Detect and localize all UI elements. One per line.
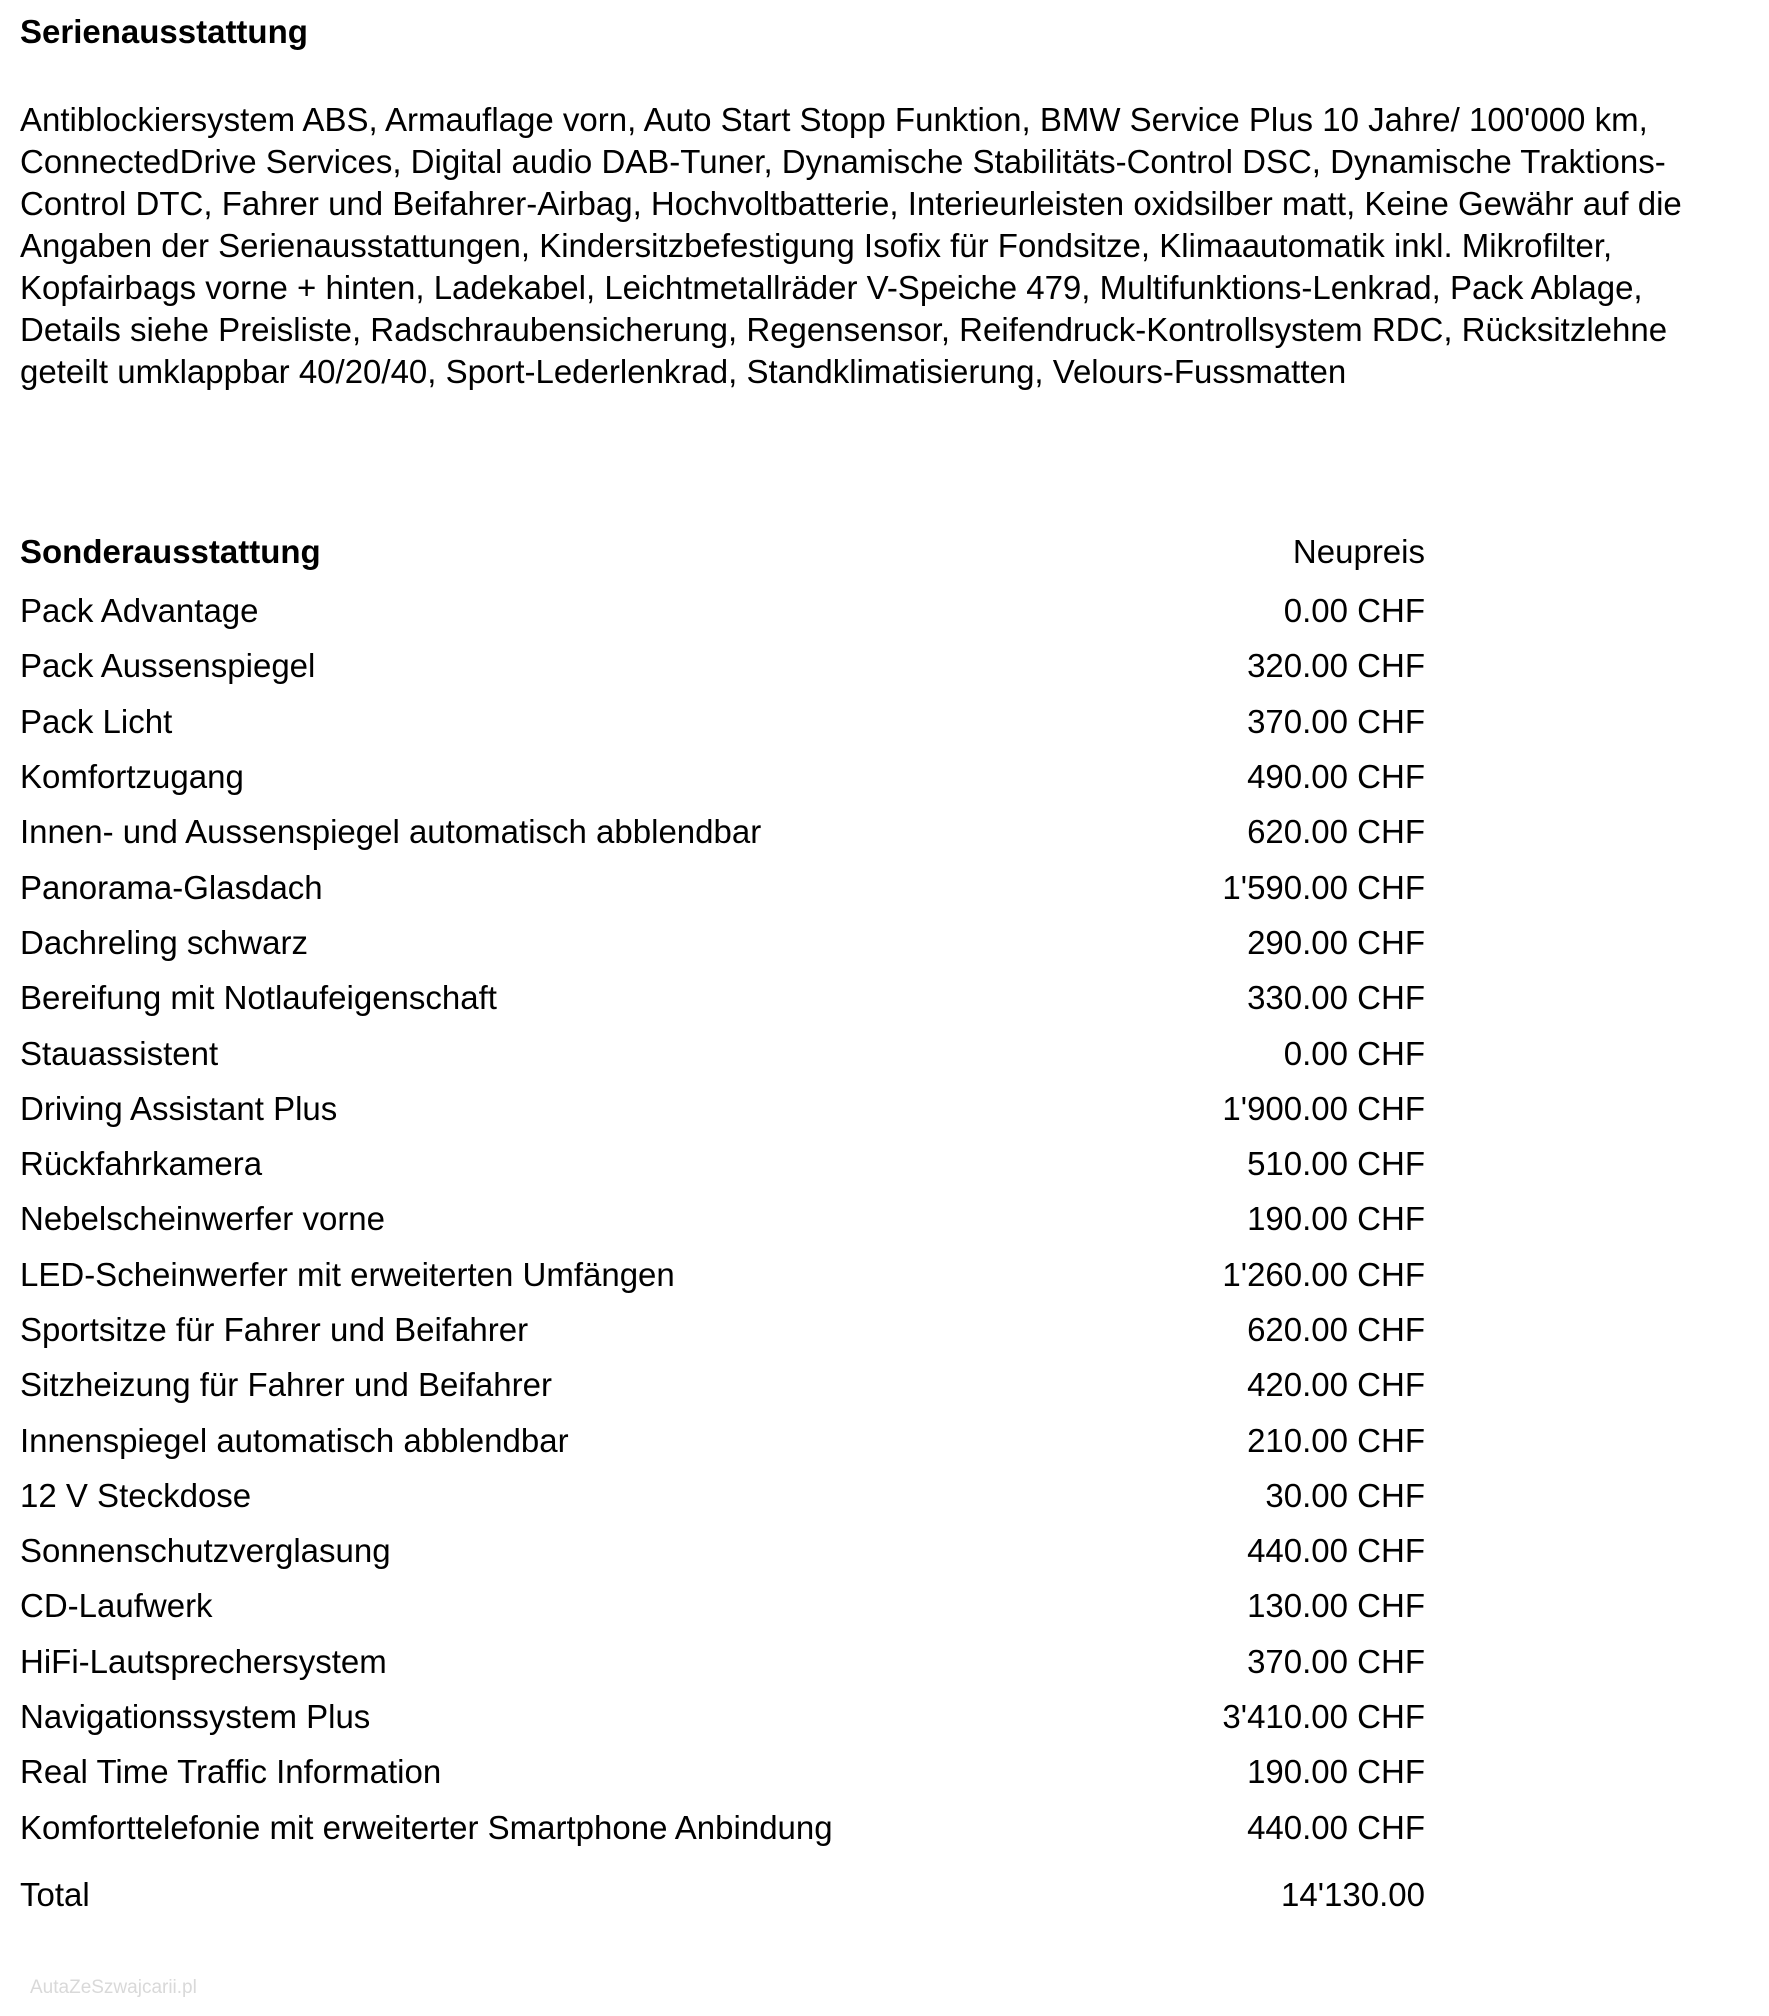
table-row [20, 1025, 1425, 1080]
table-row [20, 583, 1425, 638]
option-name: CD-Laufwerk [20, 1587, 213, 1625]
option-price: 320.00 CHF [1247, 647, 1425, 685]
table-row [20, 1634, 1425, 1689]
table-row [20, 804, 1425, 859]
option-rows [20, 583, 1425, 1855]
table-row [20, 915, 1425, 970]
option-price: 0.00 CHF [1283, 1034, 1425, 1072]
option-price: 330.00 CHF [1247, 979, 1425, 1017]
option-name: Nebelscheinwerfer vorne [20, 1200, 386, 1238]
table-row [20, 1468, 1425, 1523]
option-price: 420.00 CHF [1247, 1366, 1425, 1404]
table-header-row [20, 528, 1425, 583]
option-price: 290.00 CHF [1247, 923, 1425, 961]
option-price: 620.00 CHF [1247, 813, 1425, 851]
option-price: 370.00 CHF [1247, 1642, 1425, 1680]
option-name: Innenspiegel automatisch abblendbar [20, 1421, 569, 1459]
option-name: Panorama-Glasdach [20, 868, 323, 906]
option-price: 1'900.00 CHF [1222, 1089, 1425, 1127]
option-name: Rückfahrkamera [20, 1145, 263, 1183]
option-name: Pack Advantage [20, 592, 259, 630]
table-row [20, 1800, 1425, 1855]
option-price: 510.00 CHF [1247, 1145, 1425, 1183]
option-price: 620.00 CHF [1247, 1311, 1425, 1348]
total-row [20, 1855, 1425, 1935]
option-name: HiFi-Lautsprechersystem [20, 1642, 387, 1680]
option-price: 440.00 CHF [1247, 1808, 1425, 1846]
option-name: Stauassistent [20, 1034, 219, 1072]
table-row [20, 1744, 1425, 1799]
optional-equipment-heading: Sonderausstattung [20, 533, 321, 570]
table-row [20, 749, 1425, 804]
optional-equipment-table [20, 528, 1425, 1935]
option-price: 130.00 CHF [1247, 1587, 1425, 1625]
option-name: Komforttelefonie mit erweiterter Smartphone Anbindung [20, 1808, 833, 1846]
option-name: Pack Licht [20, 702, 173, 740]
table-row [20, 1689, 1425, 1744]
option-price: 210.00 CHF [1247, 1421, 1425, 1459]
option-name: Driving Assistant Plus [20, 1089, 338, 1127]
total-value: 14'130.00 [1281, 1875, 1425, 1913]
table-row [20, 1136, 1425, 1191]
option-name: 12 V Steckdose [20, 1476, 252, 1514]
option-price: 3'410.00 CHF [1222, 1698, 1425, 1736]
option-price: 440.00 CHF [1247, 1532, 1425, 1570]
table-row [20, 859, 1425, 914]
option-price: 370.00 CHF [1247, 702, 1425, 740]
option-name: Innen- und Aussenspiegel automatisch abblendbar [20, 813, 762, 851]
option-price: 490.00 CHF [1247, 758, 1425, 796]
option-name: LED-Scheinwerfer mit erweiterten Umfängen [20, 1255, 675, 1293]
table-row [20, 694, 1425, 749]
option-price: 0.00 CHF [1283, 592, 1425, 630]
table-row [20, 1412, 1425, 1467]
table-row [20, 1357, 1425, 1412]
price-column-header: Neupreis [1292, 533, 1425, 570]
table-row [20, 1578, 1425, 1633]
option-name: Sonnenschutzverglasung [20, 1532, 391, 1570]
option-name: Dachreling schwarz [20, 923, 308, 961]
standard-equipment-list: Antiblockiersystem ABS, Armauflage vorn, Auto Start Stopp Funktion, BMW Service Plus 10 Jahre/ 100'000 km, ConnectedDrive Services, Digital audio DAB-Tuner, Dynamische Stabilitäts-Control DSC, Dynamische Traktions-Control DTC, Fahrer und Beifahrer-Airbag, Hochvoltbatterie, Interieurleisten oxidsilber matt, Keine Gewähr auf die Angaben der Serienausstattungen, Kindersitzbefestigung Isofix für Fondsitze, Klimaautomatik inkl. Mikrofilter, Kopfairbags vorne + hinten, Ladekabel, Leichtmetallräder V-Speiche 479, Multifunktions-Lenkrad, Pack Ablage, Details siehe Preisliste, Radschraubensicherung, Regensensor, Reifendruck-Kontrollsystem RDC, Rücksitzlehne geteilt umklappbar 40/20/40, Sport-Lederlenkrad, Standklimatisierung, Velours-Fussmatten [20, 101, 1682, 390]
standard-equipment-heading: Serienausstattung [20, 13, 308, 50]
table-row [20, 1523, 1425, 1578]
table-row [20, 970, 1425, 1025]
table-row [20, 1081, 1425, 1136]
option-name: Real Time Traffic Information [20, 1753, 442, 1791]
option-name: Pack Aussenspiegel [20, 647, 316, 685]
table-row [20, 1302, 1425, 1357]
option-price: 190.00 CHF [1247, 1753, 1425, 1791]
total-label: Total [20, 1875, 90, 1913]
option-price: 1'590.00 CHF [1222, 868, 1425, 906]
option-name: Komfortzugang [20, 758, 244, 796]
watermark: AutaZeSzwajcarii.pl [30, 1977, 197, 1998]
option-name: Bereifung mit Notlaufeigenschaft [20, 979, 497, 1017]
option-name: Sitzheizung für Fahrer und Beifahrer [20, 1366, 552, 1404]
table-row [20, 1191, 1425, 1246]
option-name: Navigationssystem Plus [20, 1698, 371, 1736]
option-price: 190.00 CHF [1247, 1200, 1425, 1238]
table-row [20, 1247, 1425, 1302]
option-price: 1'260.00 CHF [1222, 1255, 1425, 1293]
option-price: 30.00 CHF [1265, 1476, 1425, 1514]
option-name: Sportsitze für Fahrer und Beifahrer [20, 1311, 529, 1348]
table-row [20, 638, 1425, 693]
